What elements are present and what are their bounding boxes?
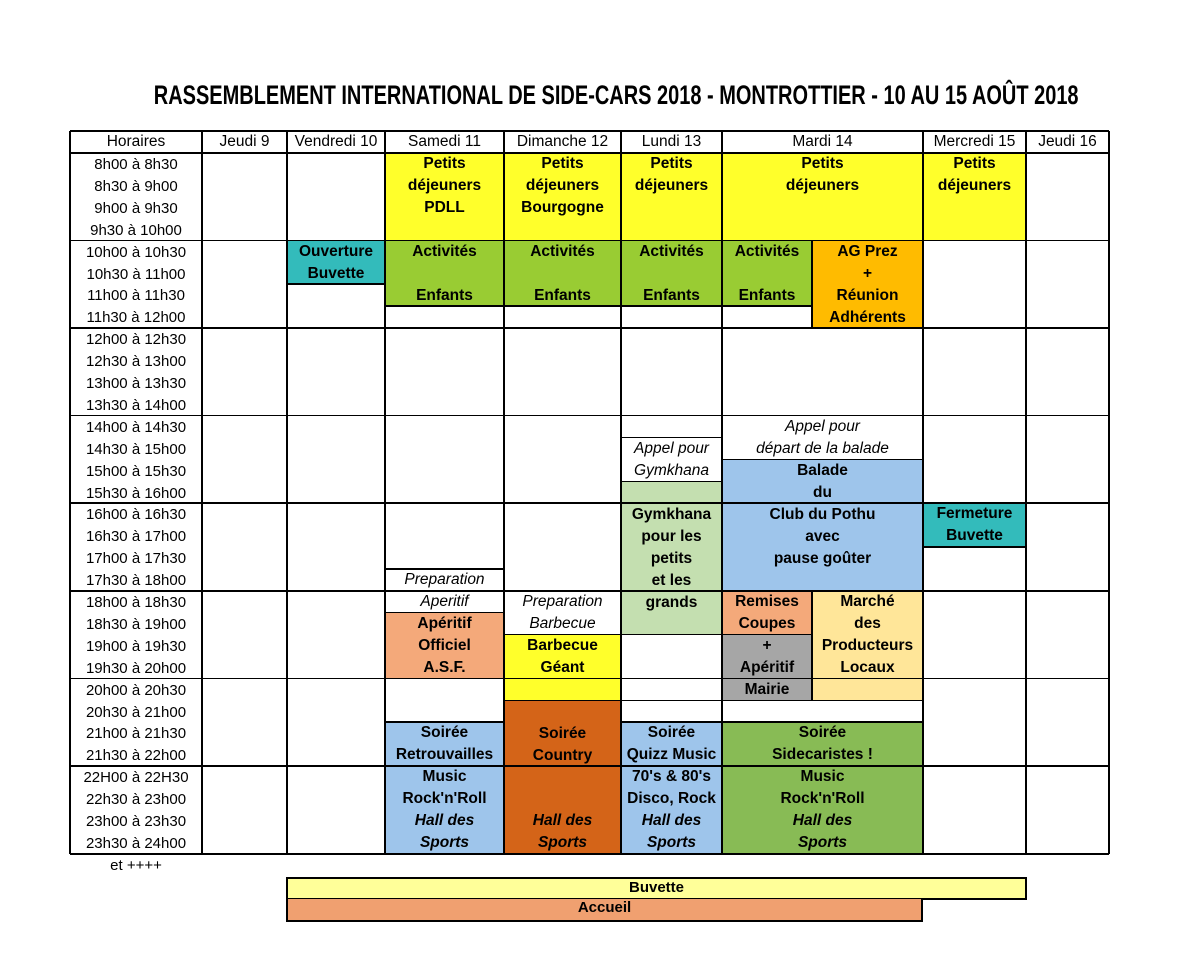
- event-line: avec: [805, 527, 840, 545]
- event-location-line: Hall des: [641, 812, 702, 830]
- column-header: Dimanche 12: [516, 133, 609, 150]
- time-slot-label: 11h30 à 12h00: [86, 309, 186, 327]
- grid-line: [385, 721, 504, 723]
- event-line: Barbecue: [527, 636, 598, 654]
- event-line: Activités: [412, 242, 477, 260]
- event-line: Apéritif: [739, 658, 795, 676]
- event-balade: [722, 460, 923, 591]
- event-line: déjeuners: [525, 177, 600, 194]
- column-header: Lundi 13: [641, 133, 702, 150]
- event-location-line: Hall des: [532, 811, 593, 829]
- event-line: Officiel: [418, 636, 471, 654]
- time-slot-label: 23h00 à 23h30: [85, 813, 187, 830]
- event-line: Music: [422, 768, 467, 786]
- event-line: Country: [532, 746, 593, 764]
- event-line: Soirée: [647, 724, 696, 742]
- event-aperitif-mairie: [722, 635, 812, 701]
- time-slot-label: 14h30 à 15h00: [85, 440, 187, 458]
- time-slot-label: 8h30 à 9h00: [94, 177, 178, 195]
- time-slot-label: 12h30 à 13h00: [85, 353, 187, 371]
- accueil-bar: Accueil: [286, 899, 923, 922]
- grid-line: [923, 546, 1026, 548]
- event-line: Enfants: [643, 286, 700, 304]
- column-header: Jeudi 9: [219, 133, 270, 150]
- event-location-line: Hall des: [414, 812, 475, 830]
- event-line: [669, 263, 673, 285]
- event-location-line: Sports: [646, 834, 697, 852]
- column-header: Jeudi 16: [1038, 133, 1097, 150]
- event-line: Preparation: [522, 593, 603, 610]
- event-ag-prez: [812, 241, 923, 329]
- grid-line: [621, 437, 722, 439]
- event-location-line: Sports: [797, 834, 848, 852]
- grid-line: [811, 241, 813, 329]
- event-petits-dejeuners-samedi: [385, 153, 504, 241]
- event-line: Music: [800, 768, 845, 786]
- event-activites-samedi: [385, 241, 504, 307]
- event-line: des: [854, 615, 881, 632]
- event-line: Club du Pothu: [769, 505, 876, 523]
- time-slot-label: 18h00 à 18h30: [85, 594, 187, 611]
- event-line: Réunion: [836, 286, 899, 304]
- column-header: Vendredi 10: [294, 133, 378, 150]
- event-line: Activités: [734, 242, 800, 260]
- time-slot-label: 21h00 à 21h30: [85, 725, 187, 743]
- grid-line: [504, 634, 621, 636]
- time-slot-label: 21h30 à 22h00: [85, 747, 187, 765]
- grid-line: [385, 568, 504, 570]
- grid-line: [385, 305, 621, 307]
- event-line: Retrouvailles: [395, 746, 494, 764]
- event-line: Enfants: [416, 286, 473, 304]
- grid-line: [70, 853, 1109, 855]
- event-line: Petits: [541, 155, 584, 172]
- time-slot-label: et ++++: [110, 856, 162, 874]
- time-slot-label: 23h30 à 24h00: [85, 834, 187, 852]
- time-slot-label: 17h00 à 17h30: [85, 550, 187, 568]
- event-petits-dejeuners-mercredi: [923, 153, 1026, 241]
- grid-line: [621, 721, 722, 723]
- grid-line: [70, 415, 1109, 417]
- event-soiree-dimanche: [504, 701, 621, 854]
- event-line: pour les: [641, 527, 702, 545]
- event-line: grands: [645, 593, 698, 611]
- event-line: 70's & 80's: [632, 768, 711, 786]
- event-line: Aperitif: [420, 593, 469, 611]
- time-slot-label: 11h00 à 11h30: [87, 287, 185, 305]
- event-line: Soirée: [538, 724, 587, 742]
- grid-line: [722, 700, 923, 702]
- grid-line: [70, 152, 1109, 154]
- event-line: [765, 263, 769, 285]
- event-line: Adhérents: [829, 308, 906, 326]
- time-slot-label: 15h30 à 16h00: [85, 484, 187, 502]
- event-line: Appel pour: [785, 417, 860, 435]
- event-location-line: Sports: [419, 834, 470, 852]
- event-line: Preparation: [404, 571, 485, 589]
- grid-line: [70, 590, 1109, 592]
- time-slot-label: 20h00 à 20h30: [85, 681, 187, 699]
- event-activites-lundi: [621, 241, 722, 307]
- grid-line: [70, 327, 1109, 329]
- event-petits-dejeuners-dimanche: [504, 153, 621, 241]
- event-line: Géant: [540, 658, 585, 676]
- event-line: petits: [650, 549, 693, 567]
- event-line: Remises: [735, 593, 799, 610]
- column-header: Mardi 14: [792, 133, 853, 150]
- event-line: pause goûter: [773, 549, 872, 567]
- time-slot-label: 15h00 à 15h30: [85, 462, 187, 480]
- event-line: Bourgogne: [521, 199, 604, 216]
- event-aperitif-officiel: [385, 613, 504, 679]
- event-activites-mardi: [722, 241, 812, 307]
- event-line: Fermeture: [936, 505, 1013, 523]
- grid-line: [722, 459, 923, 461]
- event-soiree-samedi: [385, 722, 504, 853]
- time-slot-label: 13h00 à 13h30: [85, 375, 187, 392]
- event-line: du: [813, 483, 832, 501]
- event-gymkhana: [621, 482, 722, 635]
- event-appel-balade: [722, 416, 923, 460]
- event-line: départ de la balade: [756, 439, 889, 457]
- grid-line: [287, 283, 385, 285]
- grid-line: [70, 678, 1109, 680]
- event-line: déjeuners: [407, 177, 482, 194]
- grid-line: [621, 481, 722, 483]
- time-slot-label: 19h00 à 19h30: [85, 637, 187, 655]
- event-line: déjeuners: [785, 177, 860, 194]
- event-line: Petits: [801, 155, 844, 172]
- event-line: Rock'n'Roll: [780, 790, 865, 808]
- event-line: Producteurs: [821, 637, 914, 654]
- event-soiree-mardi: [722, 722, 923, 853]
- event-line: Soirée: [798, 724, 847, 742]
- event-line: Coupes: [738, 615, 796, 632]
- event-line: [560, 263, 564, 285]
- event-line: AG Prez: [837, 242, 898, 260]
- time-slot-label: 22H00 à 22H30: [83, 769, 189, 787]
- time-slot-label: 20h30 à 21h00: [85, 703, 187, 721]
- event-preparation-barbecue: [504, 591, 621, 635]
- grid-line: [722, 721, 923, 723]
- time-slot-label: 10h30 à 11h00: [86, 265, 186, 283]
- time-slot-label: 16h30 à 17h00: [85, 528, 187, 546]
- column-header: Samedi 11: [408, 133, 481, 150]
- event-line: Gymkhana: [631, 505, 712, 523]
- grid-line: [621, 634, 722, 636]
- time-slot-label: 8h00 à 8h30: [94, 156, 178, 173]
- event-soiree-lundi: [621, 722, 722, 853]
- grid-line: [621, 700, 722, 702]
- event-line: Ouverture: [298, 242, 374, 260]
- event-line: [442, 263, 446, 285]
- event-line: Locaux: [840, 659, 895, 676]
- event-line: Gymkhana: [634, 461, 709, 479]
- grid-line: [722, 305, 812, 307]
- event-line: Appel pour: [634, 439, 709, 457]
- event-line: Soirée: [420, 724, 469, 742]
- grid-line: [70, 240, 1109, 242]
- time-slot-label: 17h30 à 18h00: [85, 572, 187, 590]
- grid-line: [70, 765, 1109, 767]
- event-remises-coupes: [722, 591, 812, 635]
- event-line: Disco, Rock: [627, 790, 716, 808]
- event-line: Sidecaristes !: [772, 746, 873, 764]
- event-line: Barbecue: [529, 615, 596, 632]
- event-line: PDLL: [424, 199, 465, 216]
- grid-line: [70, 502, 1109, 504]
- time-slot-label: 10h00 à 10h30: [85, 243, 187, 261]
- time-slot-label: 13h30 à 14h00: [85, 396, 187, 414]
- event-line: Enfants: [534, 286, 591, 304]
- event-line: Quizz Music: [626, 746, 717, 764]
- column-header: Horaires: [106, 133, 166, 150]
- event-location-line: Sports: [537, 833, 588, 851]
- event-ouverture-buvette: [287, 241, 385, 285]
- event-line: Petits: [423, 155, 466, 172]
- event-activites-dimanche: [504, 241, 621, 307]
- event-barbecue-geant: [504, 635, 621, 701]
- event-line: Enfants: [738, 286, 796, 304]
- event-line: déjeuners: [937, 177, 1012, 194]
- grid-line: [385, 612, 504, 614]
- time-slot-label: 14h00 à 14h30: [85, 418, 187, 436]
- event-line: Petits: [953, 155, 996, 172]
- time-slot-label: 12h00 à 12h30: [85, 331, 187, 349]
- grid-line: [504, 700, 621, 702]
- event-fermeture-buvette: [923, 503, 1026, 547]
- grid-line: [811, 591, 813, 701]
- event-line: Rock'n'Roll: [402, 790, 487, 808]
- grid-line: [70, 130, 1109, 132]
- event-marche-producteurs: [812, 591, 923, 701]
- event-line: +: [862, 264, 873, 282]
- event-location-line: Hall des: [792, 812, 853, 830]
- time-slot-label: 16h00 à 16h30: [85, 506, 187, 524]
- page-title: RASSEMBLEMENT INTERNATIONAL DE SIDE-CARS 2018 - MONTROTTIER - 10 AU 15 AOÛT 2018: [153, 80, 1079, 110]
- column-header: Mercredi 15: [933, 133, 1016, 150]
- grid-line: [722, 634, 812, 636]
- event-line: A.S.F.: [423, 658, 466, 676]
- event-line: +: [762, 636, 772, 654]
- event-petits-dejeuners-lundi: [621, 153, 722, 241]
- grid-line: [621, 305, 722, 307]
- event-line: Apéritif: [417, 614, 472, 632]
- event-line: Marché: [840, 593, 895, 610]
- time-slot-label: 9h30 à 10h00: [90, 221, 182, 239]
- time-slot-label: 19h30 à 20h00: [85, 659, 187, 677]
- buvette-bar: Buvette: [286, 877, 1027, 900]
- event-line: Buvette: [946, 527, 1003, 545]
- event-line: Mairie: [744, 680, 790, 698]
- event-line: Activités: [639, 242, 704, 260]
- event-line: Buvette: [307, 264, 365, 282]
- event-line: Activités: [530, 242, 595, 260]
- event-line: Balade: [797, 461, 848, 479]
- event-line: Petits: [650, 155, 693, 172]
- event-line: déjeuners: [634, 177, 709, 194]
- time-slot-label: 22h30 à 23h00: [85, 791, 187, 809]
- event-line: et les: [651, 571, 692, 589]
- time-slot-label: 9h00 à 9h30: [94, 199, 178, 217]
- event-petits-dejeuners-mardi: [722, 153, 923, 241]
- time-slot-label: 18h30 à 19h00: [85, 615, 187, 633]
- event-appel-gymkhana: [621, 438, 722, 482]
